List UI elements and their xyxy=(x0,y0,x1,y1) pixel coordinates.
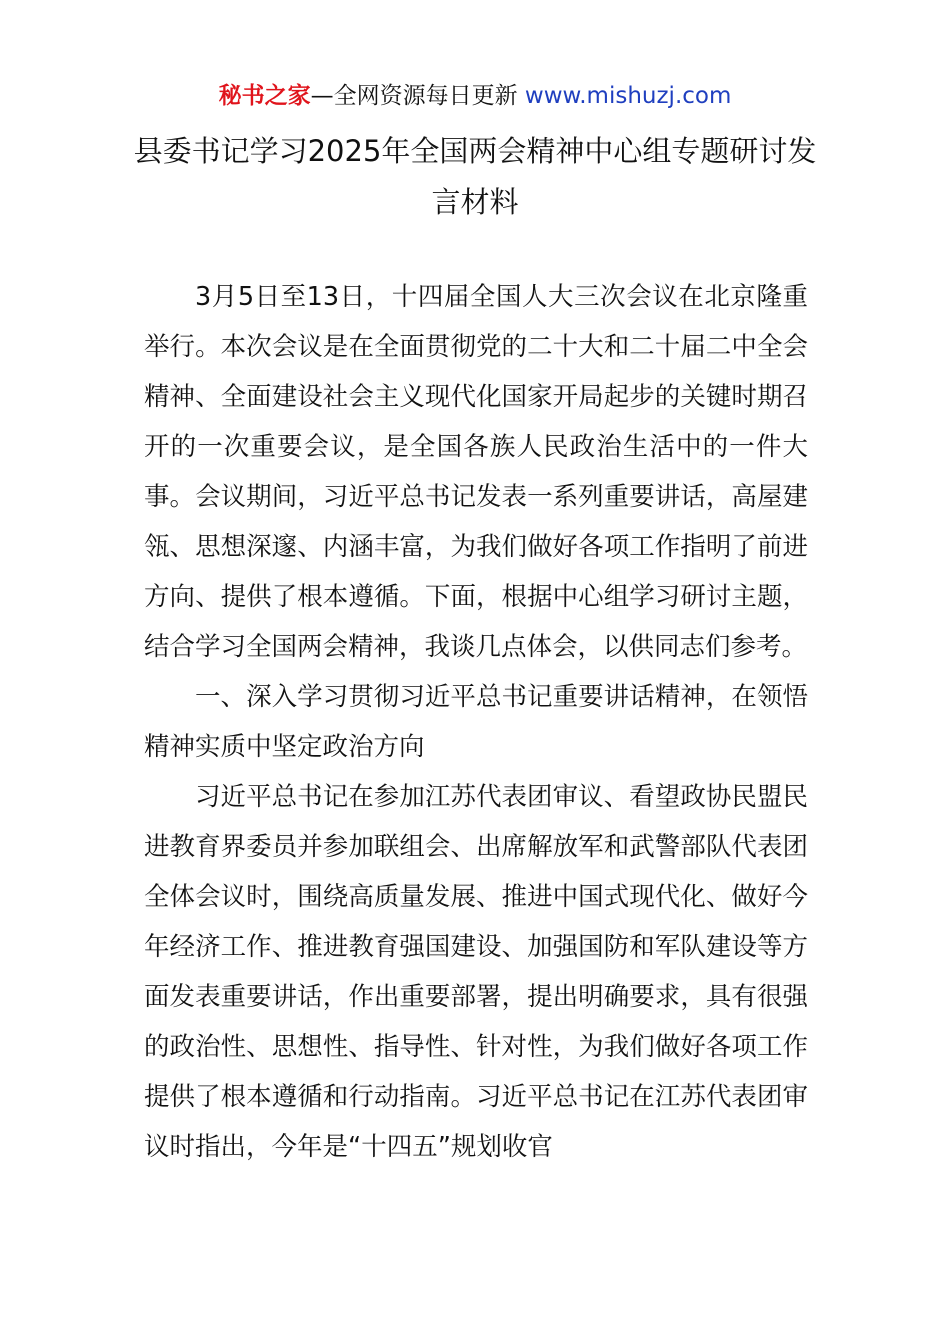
header-tagline: —全网资源每日更新 xyxy=(310,83,518,109)
site-header xyxy=(0,80,950,112)
section-heading: 一、深入学习贯彻习近平总书记重要讲话精神，在领悟精神实质中坚定政治方向 xyxy=(144,682,808,762)
brand-name: 秘书之家 xyxy=(218,83,311,109)
document-title: 县委书记学习2025年全国两会精神中心组专题研讨发言材料 xyxy=(133,134,817,219)
site-url-link[interactable]: www.mishuzj.com xyxy=(524,83,732,109)
body-paragraph: 3月5日至13日，十四届全国人大三次会议在北京隆重举行。本次会议是在全面贯彻党的二十大和二十届二中全会精神、全面建设社会主义现代化国家开局起步的关键时期召开的一次重要会议，是全国各族人民政治生活中的一件大事。会议期间，习近平总书记发表一系列重要讲话，高屋建瓴、思想深邃、内涵丰富，为我们做好各项工作指明了前进方向、提供了根本遵循。下面，根据中心组学习研讨主题，结合学习全国两会精神，我谈几点体会，以供同志们参考。 xyxy=(144,282,808,662)
document-body xyxy=(144,272,808,1172)
body-paragraph: 习近平总书记在参加江苏代表团审议、看望政协民盟民进教育界委员并参加联组会、出席解放军和武警部队代表团全体会议时，围绕高质量发展、推进中国式现代化、做好今年经济工作、推进教育强国建设、加强国防和军队建设等方面发表重要讲话，作出重要部署，提出明确要求，具有很强的政治性、思想性、指导性、针对性，为我们做好各项工作提供了根本遵循和行动指南。习近平总书记在江苏代表团审议时指出，今年是“十四五”规划收官 xyxy=(144,782,808,1162)
